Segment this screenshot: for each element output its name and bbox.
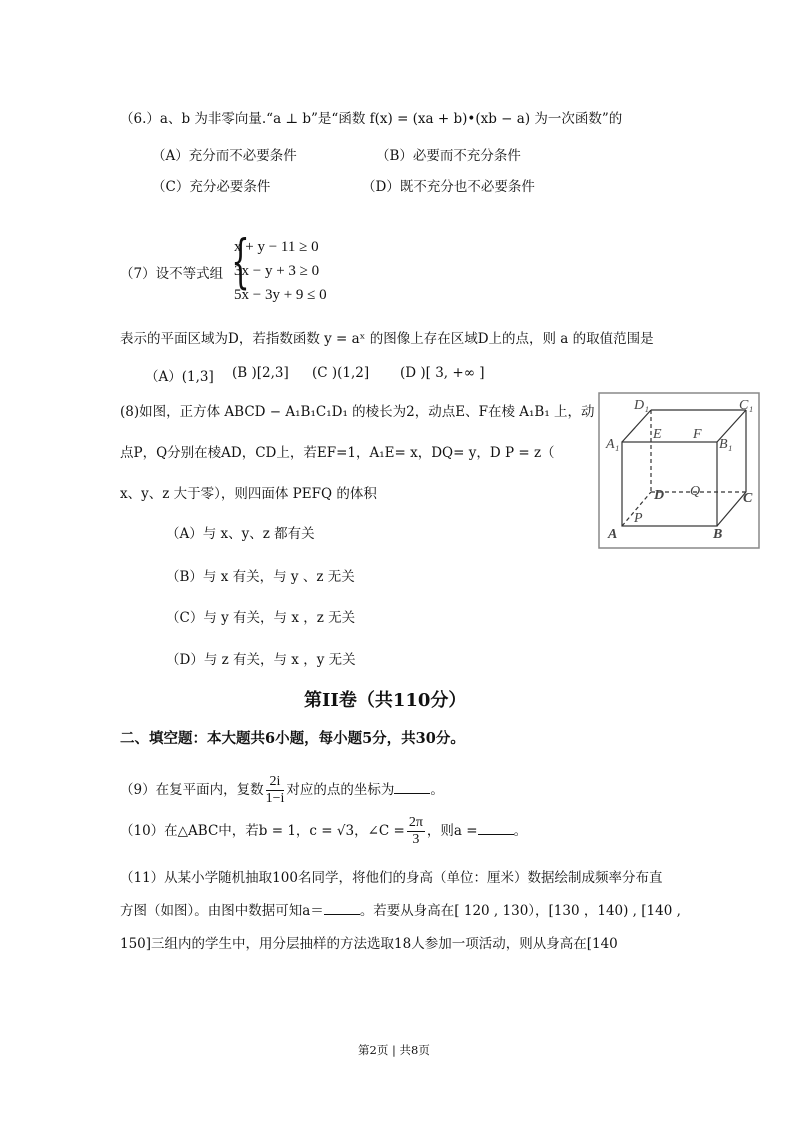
q8-option-d: （D）与 z 有关，与 x ，y 无关 — [166, 652, 356, 668]
q7-option-b: (B )[2,3] — [232, 365, 289, 381]
q11-text: 方图（如图）。由图中数据可知a＝ — [120, 903, 324, 919]
q6-option-a: （A）充分而不必要条件 — [152, 148, 297, 164]
inequality-3: 5x − 3y + 9 ≤ 0 — [234, 287, 327, 303]
q8-option-c: （C）与 y 有关，与 x ，z 无关 — [166, 610, 356, 626]
q9-text: （9）在复平面内，复数 — [120, 782, 264, 798]
q9-text-after: 对应的点的坐标为 — [286, 782, 395, 798]
q10-fraction — [407, 815, 425, 848]
label-c: C — [743, 491, 753, 506]
q9-end: 。 — [430, 782, 444, 798]
q9-fraction — [266, 774, 285, 807]
inequality-system — [234, 235, 327, 307]
inequality-1: x + y − 11 ≥ 0 — [234, 239, 319, 255]
q7-continuation: 表示的平面区域为D，若指数函数 y = aˣ 的图像上存在区域D上的点，则 a 的取值范围是 — [120, 331, 654, 347]
q6-option-d: （D）既不充分也不必要条件 — [362, 179, 535, 195]
q10-text-after: ，则a = — [426, 823, 478, 839]
label-d1: D₁ — [634, 398, 649, 413]
inequality-2: 3x − y + 3 ≥ 0 — [234, 263, 320, 279]
q10 — [120, 815, 527, 848]
q11-text-after: 。若要从身高在[ 120 , 130），[130 ，140) , [140 , — [359, 903, 681, 919]
q6-option-b: （B）必要而不充分条件 — [376, 148, 521, 164]
q9 — [120, 774, 444, 807]
q9-answer-blank — [394, 793, 430, 794]
label-q: Q — [690, 484, 701, 499]
q10-answer-blank — [478, 834, 514, 835]
brace: { — [231, 227, 250, 295]
label-c1: C₁ — [739, 398, 754, 413]
q8-line-2: 点P，Q分别在棱AD，CD上，若EF=1，A₁E= x，DQ= y，D P = z（ — [120, 445, 555, 461]
page-footer: 第2页 | 共8页 — [358, 1043, 430, 1057]
q11-line-3: 150]三组内的学生中，用分层抽样的方法选取18人参加一项活动，则从身高在[140 — [120, 936, 618, 952]
q11-line-1: （11）从某小学随机抽取100名同学，将他们的身高（单位：厘米）数据绘制成频率分布直 — [120, 870, 663, 886]
q11-line-2 — [120, 899, 681, 919]
label-a1: A₁ — [606, 437, 620, 452]
q6-number: （6.） — [120, 111, 160, 127]
cube-figure — [598, 392, 760, 550]
q9-denominator: 1−i — [265, 791, 285, 806]
label-d: D — [654, 488, 665, 503]
q7-option-a: （A）(1,3] — [145, 369, 214, 385]
label-e: E — [653, 427, 662, 442]
q6-stem — [120, 107, 622, 127]
q10-numerator: 2π — [408, 815, 423, 830]
label-b: B — [713, 527, 723, 542]
q6-option-c: （C）充分必要条件 — [152, 179, 271, 195]
part2-title: 第II卷（共110分） — [304, 690, 467, 711]
q8-option-b: （B）与 x 有关，与 y 、z 无关 — [166, 569, 355, 585]
section2-heading: 二、填空题：本大题共6小题，每小题5分，共30分。 — [120, 730, 465, 747]
label-a: A — [608, 527, 618, 542]
q10-end: 。 — [513, 823, 528, 839]
q8-option-a: （A）与 x、y、z 都有关 — [166, 526, 315, 542]
q6-text: a、b 为非零向量.“a ⊥ b”是“函数 f(x) = (xa + b)•(xb − a) 为一次函数”的 — [159, 111, 623, 127]
q10-text: （10）在△ABC中，若b = 1，c = √3，∠C = — [120, 823, 405, 839]
q8-line-1: (8)如图，正方体 ABCD − A₁B₁C₁D₁ 的棱长为2，动点E、F在棱 A₁B₁ 上，动 — [120, 404, 595, 420]
q7-option-c: (C )(1,2] — [312, 365, 370, 381]
label-b1: B₁ — [719, 437, 733, 452]
q9-numerator: 2i — [266, 774, 285, 791]
q10-denominator: 3 — [412, 832, 420, 847]
label-p: P — [634, 511, 643, 526]
q7-option-d: (D )[ 3, +∞ ] — [400, 365, 485, 381]
label-f: F — [693, 427, 702, 442]
q8-line-3: x、y、z 大于零），则四面体 PEFQ 的体积 — [120, 486, 377, 502]
q11-answer-blank — [324, 914, 360, 915]
q7-stem: （7）设不等式组 — [120, 266, 224, 282]
